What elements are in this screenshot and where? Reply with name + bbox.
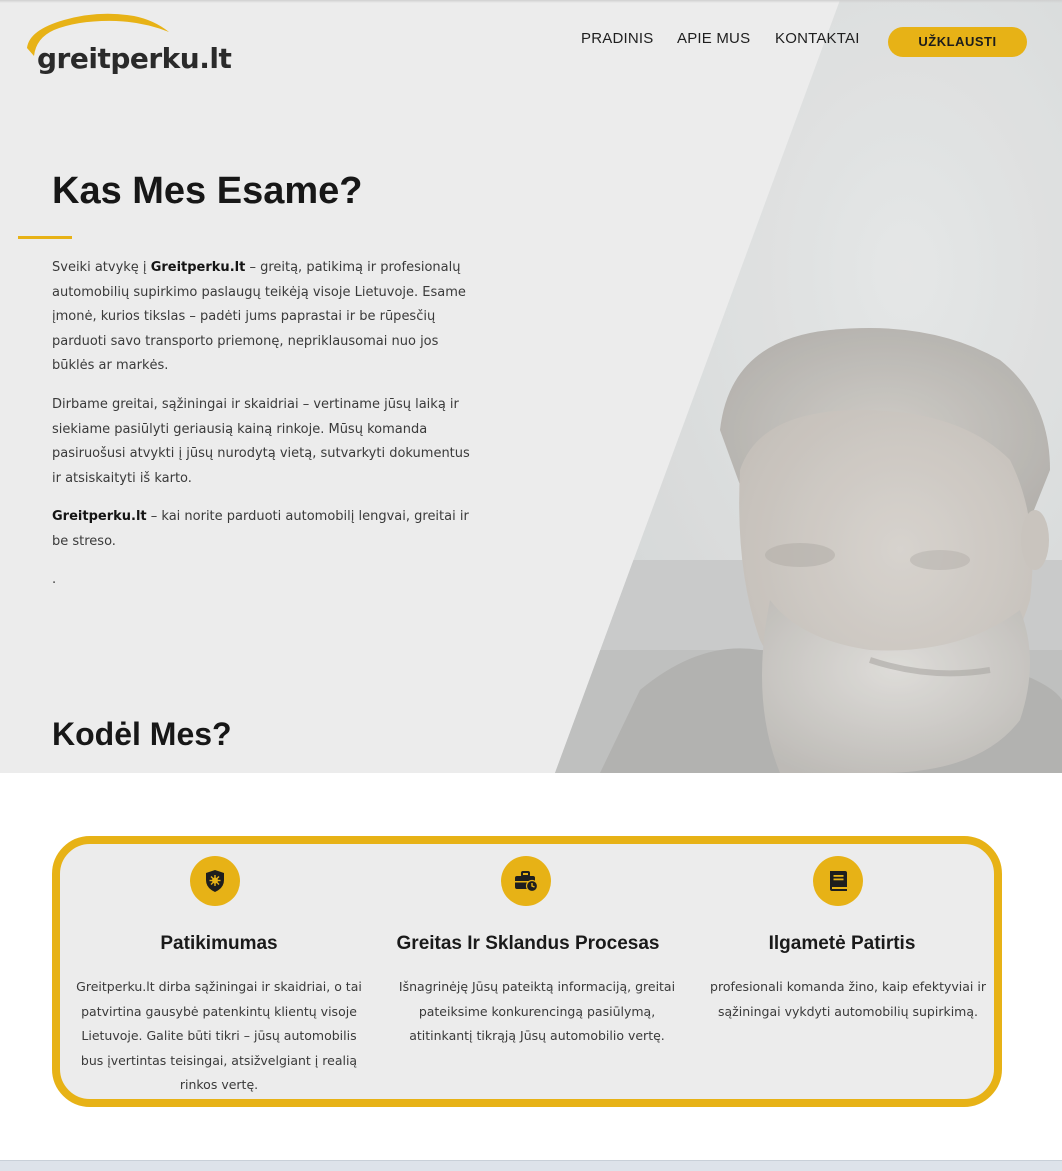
about-p1-body: – greitą, patikimą ir profesionalų automobilių supirkimo paslaugų teikėją visoje Lietuvoje. Esame įmonė, kurios tikslas – padėti jums paprastai ir be rūpesčių parduoti savo transporto priemonę, nepriklausomai nuo jos būklės ar markės. [52,260,466,374]
features-box [52,836,1002,1107]
why-us-title: Kodėl Mes? [52,716,232,752]
book-icon [813,856,863,906]
shield-icon [190,856,240,906]
briefcase-clock-icon [501,856,551,906]
about-p1-intro: Sveiki atvykę į [52,260,151,275]
feature-experience [683,844,1001,1099]
about-paragraph-4: . [52,572,57,587]
inquiry-button[interactable]: UŽKLAUSTI [888,27,1027,57]
feature-text: profesionali komanda žino, kaip efektyviai ir sąžiningai vykdyti automobilių supirkimą. [710,979,986,1019]
feature-reliability [60,844,378,1099]
about-p1-brand: Greitperku.lt [150,260,246,275]
site-logo[interactable] [24,8,232,78]
nav-item-apie-mus[interactable]: APIE MUS [677,30,751,47]
logo-text: greitperku.lt [37,42,232,75]
feature-fast-process [369,844,687,1099]
bottom-browser-bar [0,1160,1062,1171]
feature-title: Ilgametė Patirtis [768,933,916,954]
about-paragraph-1 [52,256,472,379]
feature-title: Greitas Ir Sklandus Procesas [396,933,660,954]
top-shadow [0,0,1062,3]
about-title: Kas Mes Esame? [52,170,363,212]
feature-text: Greitperku.lt dirba sąžiningai ir skaidriai, o tai patvirtina gausybė patenkintų klientų visoje Lietuvoje. Galite būti tikri – jūsų automobilis bus įvertintas teisingai, atsižvelgiant į realią rinkos vertę. [76,979,362,1093]
nav-item-kontaktai[interactable]: KONTAKTAI [775,30,860,47]
about-paragraph-3 [52,505,472,554]
title-accent-line [18,236,72,239]
about-p3-body: – kai norite parduoti automobilį lengvai, greitai ir be streso. [52,509,469,549]
feature-title: Patikimumas [160,933,278,954]
feature-text: Išnagrinėję Jūsų pateiktą informaciją, greitai pateiksime konkurencingą pasiūlymą, atitinkantį tikrąją Jūsų automobilio vertę. [398,979,676,1044]
about-p3-brand: Greitperku.lt [52,509,147,524]
nav-item-pradinis[interactable]: PRADINIS [581,30,654,47]
about-paragraph-2: Dirbame greitai, sąžiningai ir skaidriai – vertiname jūsų laiką ir siekiame pasiūlyti geriausią kainą rinkoje. Mūsų komanda pasiruošusi atvykti į jūsų nurodytą vietą, sutvarkyti dokumentus ir atsiskaityti iš karto. [52,397,470,486]
